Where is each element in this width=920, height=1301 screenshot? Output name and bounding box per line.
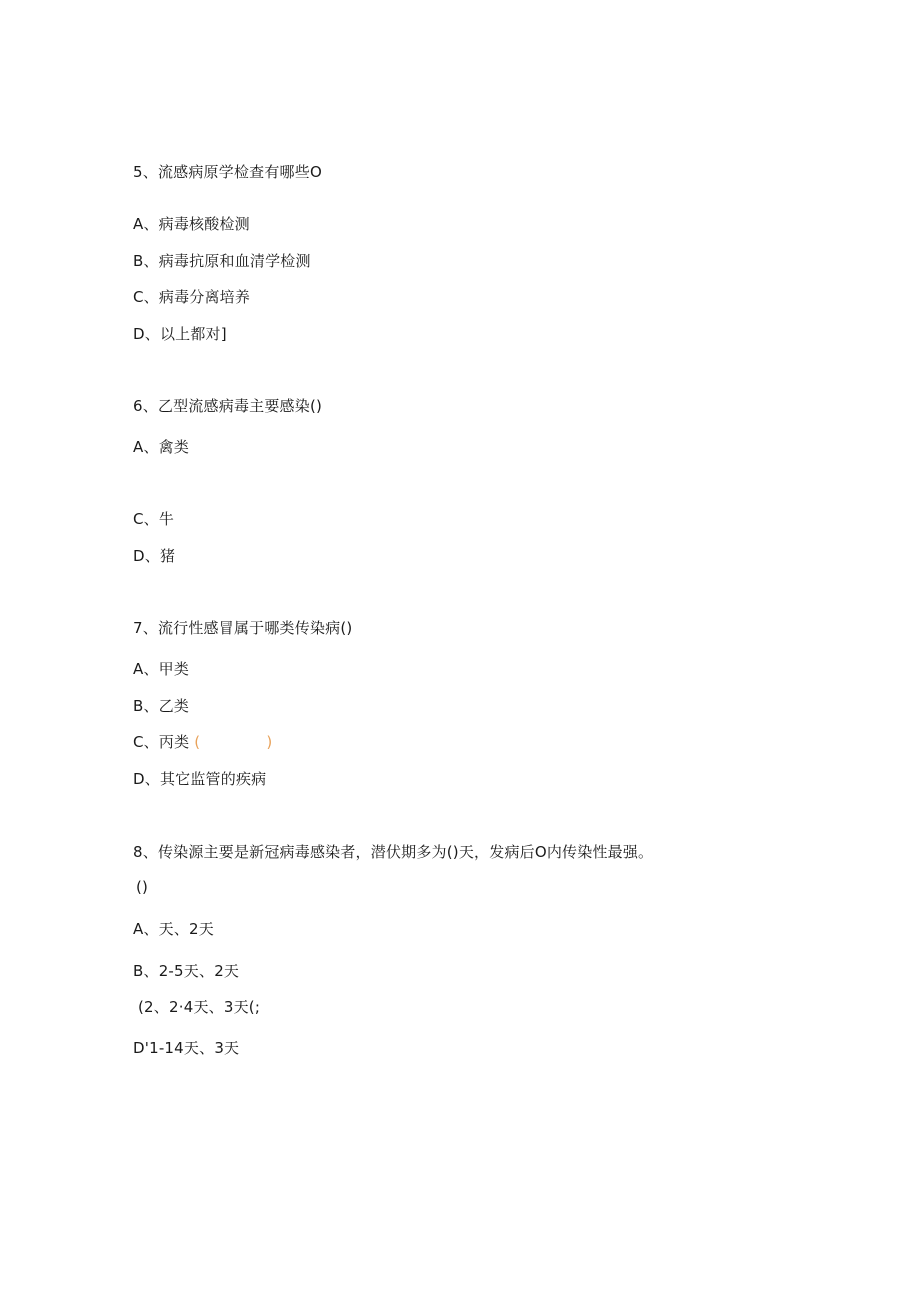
question-8-stem: 8、传染源主要是新冠病毒感染者，潜伏期多为()天，发病后O内传染性最强。 xyxy=(133,843,654,861)
question-8-option-a: A、天、2天 xyxy=(133,920,215,938)
question-5-option-a: A、病毒核酸检测 xyxy=(133,215,250,233)
question-8-option-c: (2、2·4天、3天(; xyxy=(138,998,261,1016)
question-8-option-b: B、2-5天、2天 xyxy=(133,962,240,980)
annotation-close-paren: ) xyxy=(266,733,273,751)
annotation-open-paren: ( xyxy=(194,733,201,751)
question-7-option-c xyxy=(133,732,272,752)
question-5-stem: 5、流感病原学检查有哪些O xyxy=(133,163,322,181)
question-5-option-b: B、病毒抗原和血清学检测 xyxy=(133,252,311,270)
question-8-stem-continuation: () xyxy=(136,878,149,896)
question-6-stem: 6、乙型流感病毒主要感染() xyxy=(133,397,323,415)
question-7-option-d: D、其它监管的疾病 xyxy=(133,770,267,788)
question-5-option-d: D、以上都对] xyxy=(133,325,227,343)
question-7-option-b: B、乙类 xyxy=(133,697,190,715)
question-6-option-d: D、猪 xyxy=(133,547,176,565)
question-7-option-a: A、甲类 xyxy=(133,660,190,678)
question-5-option-c: C、病毒分离培养 xyxy=(133,288,251,306)
question-8-option-d: D'1-14天、3天 xyxy=(133,1039,240,1057)
question-7-stem: 7、流行性感冒属于哪类传染病() xyxy=(133,619,353,637)
question-7-option-c-text: C、丙类 xyxy=(133,733,190,751)
question-6-option-c: C、牛 xyxy=(133,510,175,528)
question-6-option-a: A、禽类 xyxy=(133,438,190,456)
